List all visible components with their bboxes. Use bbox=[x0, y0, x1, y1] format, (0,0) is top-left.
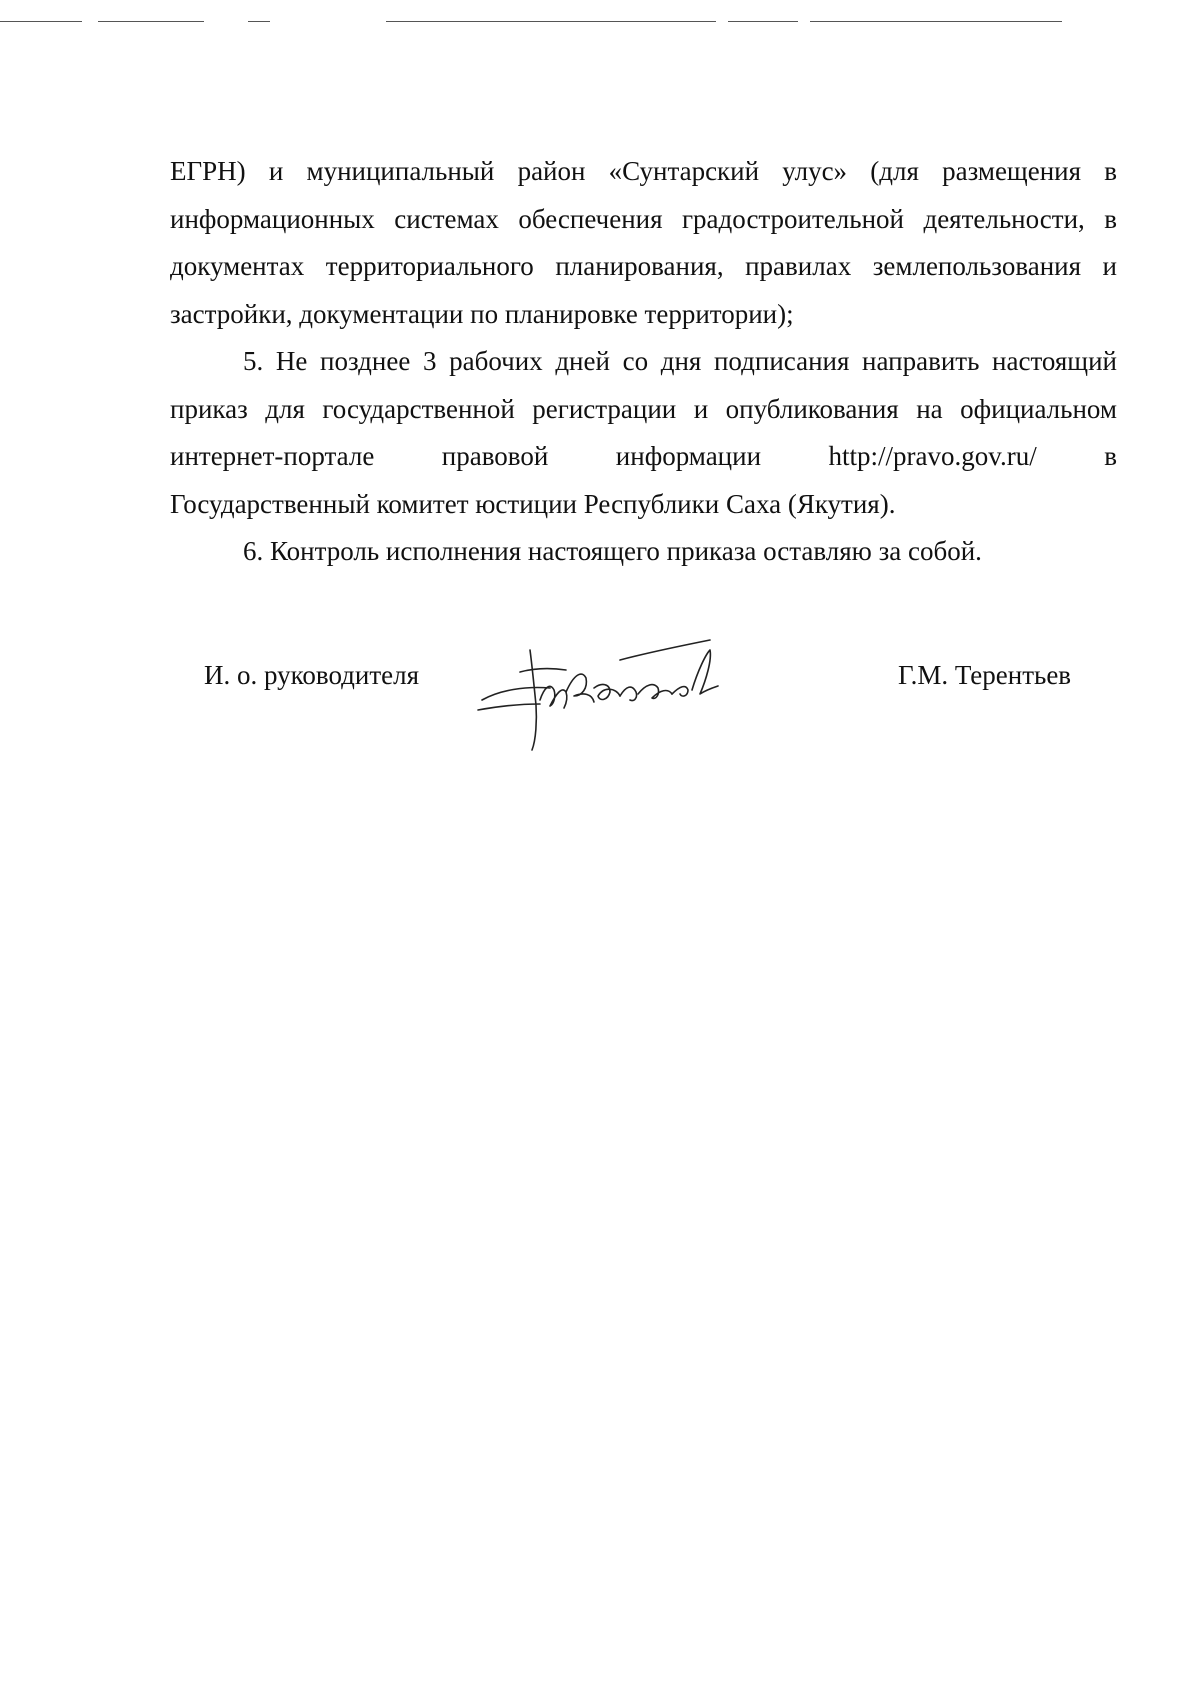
scan-line bbox=[98, 21, 204, 22]
signer-role: И. о. руководителя bbox=[204, 660, 420, 690]
paragraph-item-5 bbox=[170, 338, 1117, 528]
text-line: интернет-портале правовой информации http://pravo.gov.ru/ в bbox=[170, 441, 1117, 471]
text-line: информационных системах обеспечения градостроительной деятельности, в bbox=[170, 203, 1117, 234]
text-line: документах территориального планирования, правилах землепользования и bbox=[170, 251, 1117, 281]
text-line: ЕГРН) и муниципальный район «Сунтарский улус» (для размещения в bbox=[170, 156, 1117, 186]
text-line: 6. Контроль исполнения настоящего приказа оставляю за собой. bbox=[243, 536, 982, 566]
signer-name: Г.М. Терентьев bbox=[898, 660, 1072, 690]
scan-line bbox=[728, 21, 798, 22]
text-line: Государственный комитет юстиции Республики Саха (Якутия). bbox=[170, 488, 896, 519]
paragraph-item-6 bbox=[170, 528, 1117, 576]
paragraph-continuation bbox=[170, 148, 1117, 338]
text-line: 5. Не позднее 3 рабочих дней со дня подписания направить настоящий bbox=[243, 346, 1117, 376]
text-line: приказ для государственной регистрации и опубликования на официальном bbox=[170, 393, 1117, 424]
scan-line bbox=[248, 21, 270, 22]
document-body bbox=[170, 148, 1117, 576]
scan-line bbox=[386, 21, 716, 22]
text-line: застройки, документации по планировке территории); bbox=[170, 298, 794, 329]
handwritten-signature bbox=[470, 630, 740, 760]
scan-artifact-lines bbox=[0, 0, 1200, 30]
signature-block bbox=[0, 650, 1200, 770]
scan-line bbox=[0, 21, 82, 22]
scan-line bbox=[810, 21, 1062, 22]
